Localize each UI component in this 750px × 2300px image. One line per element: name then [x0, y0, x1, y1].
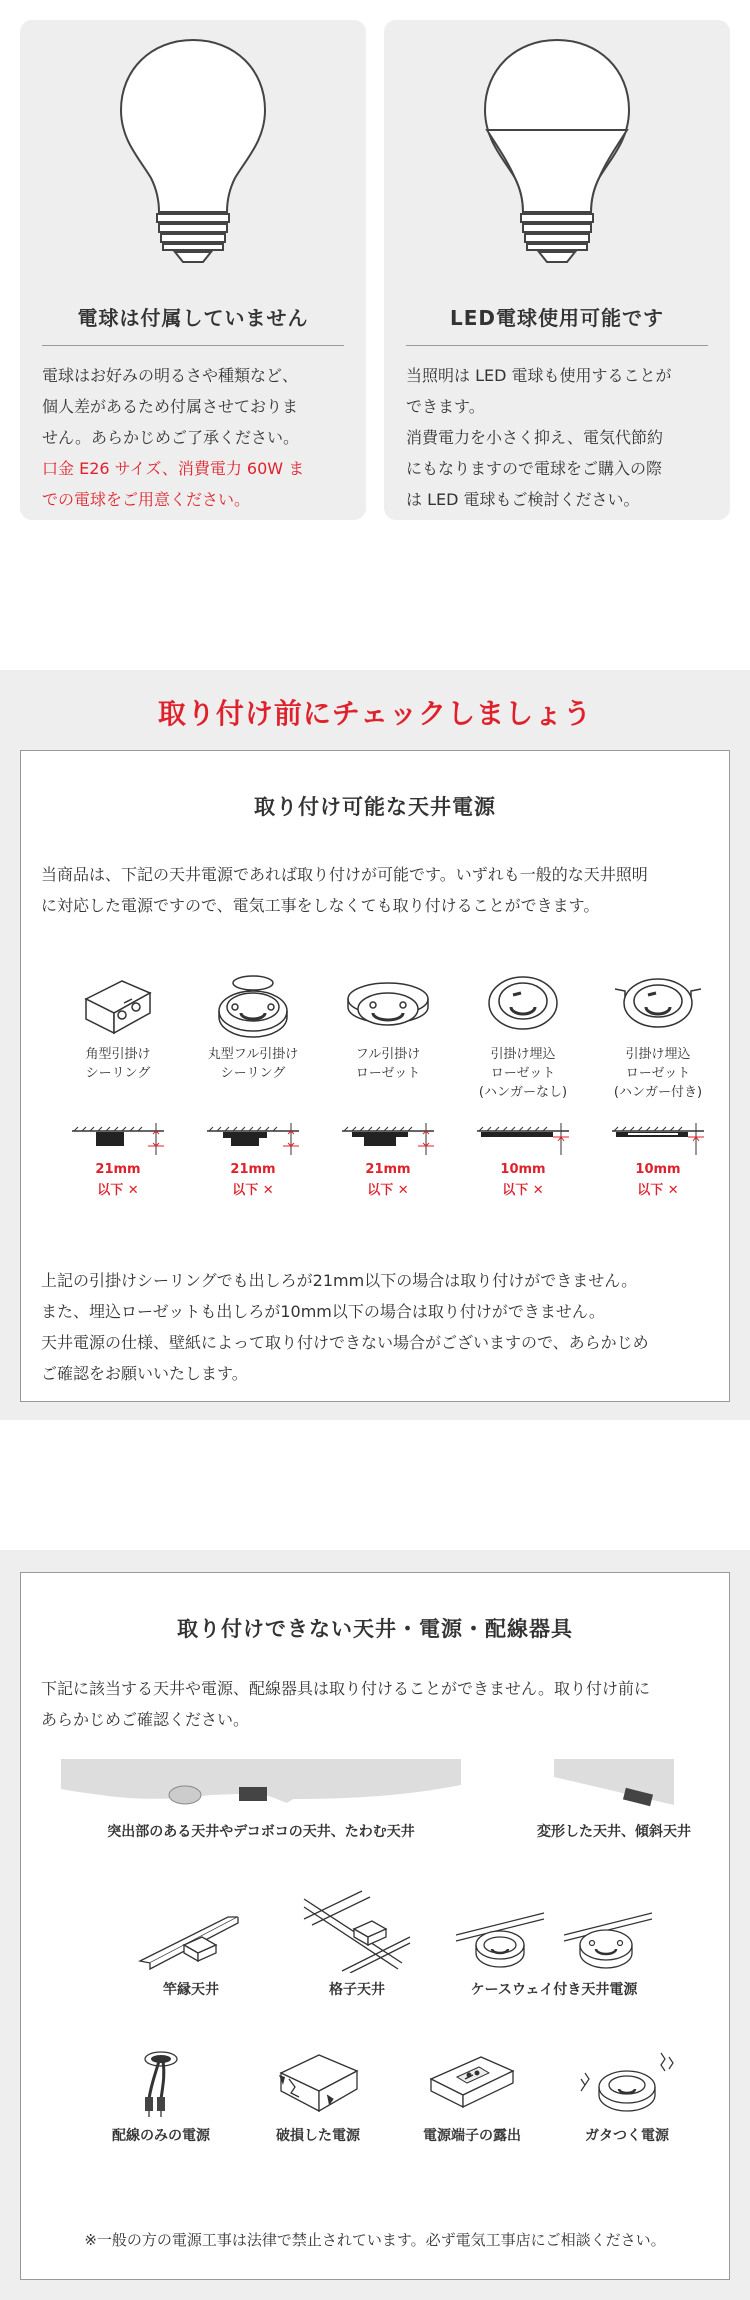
- item-label: 破損した電源: [276, 2128, 360, 2144]
- note-line: ご確認をお願いいたします。: [41, 1364, 248, 1383]
- exposed-terminal-icon: [427, 2049, 517, 2119]
- sloped-ceiling-item: [529, 1759, 699, 1841]
- panel-title: 取り付け可能な天井電源: [254, 795, 496, 819]
- type-label: [328, 1045, 448, 1083]
- wiring-only-item: [91, 2049, 231, 2145]
- ceiling-type-embedded-rosette-hanger: [598, 969, 718, 1102]
- light-bulb-icon: [113, 34, 273, 264]
- gap-suffix: 以下 ✕: [502, 1183, 544, 1198]
- gap-suffix: 以下 ✕: [637, 1183, 679, 1198]
- item-label: 突出部のある天井やデコボコの天井、たわむ天井: [107, 1824, 415, 1840]
- type-label-line: ローゼット: [625, 1066, 691, 1081]
- gap-value: 21mm: [365, 1162, 411, 1177]
- type-label-line: (ハンガーなし): [478, 1085, 568, 1100]
- panel-intro: [41, 859, 713, 921]
- item-label: 配線のみの電源: [112, 2128, 210, 2144]
- type-label-line: 角型引掛け: [85, 1047, 151, 1062]
- gap-suffix: 以下 ✕: [367, 1183, 409, 1198]
- item-label: 格子天井: [329, 1982, 385, 1998]
- ceiling-type-square-hook: [58, 969, 178, 1083]
- batten-ceiling-item: [111, 1909, 271, 1999]
- divider: [406, 345, 708, 346]
- ceiling-type-round-full-hook: [193, 969, 313, 1083]
- divider: [42, 345, 344, 346]
- gap-diagram: [463, 1121, 583, 1199]
- type-label-line: シーリング: [220, 1066, 286, 1081]
- intro-line: 当商品は、下記の天井電源であれば取り付けが可能です。いずれも一般的な天井照明: [41, 865, 648, 884]
- protrusion-gap-icon: [68, 1121, 168, 1157]
- panel-title: 取り付けできない天井・電源・配線器具: [177, 1617, 573, 1641]
- card-title: 電球は付属していません: [77, 306, 309, 330]
- sloped-ceiling-icon: [554, 1759, 674, 1815]
- card-line: にもなりますので電球をご購入の際: [406, 459, 663, 478]
- card-body: [42, 360, 346, 515]
- ceiling-type-embedded-rosette-no-hanger: [463, 969, 583, 1102]
- check-section: [0, 670, 750, 1420]
- gap-value: 21mm: [95, 1162, 141, 1177]
- item-label: ガタつく電源: [585, 2128, 669, 2144]
- card-warning-line: での電球をご用意ください。: [42, 490, 251, 509]
- loose-power-icon: [577, 2049, 677, 2119]
- item-label: 竿縁天井: [163, 1982, 219, 1998]
- bare-wiring-icon: [121, 2049, 201, 2119]
- loose-power-item: [557, 2049, 697, 2145]
- type-label: [598, 1045, 718, 1102]
- gap-diagram: [598, 1121, 718, 1199]
- protrusion-gap-icon: [203, 1121, 303, 1157]
- item-label: ケースウェイ付き天井電源: [470, 1982, 638, 1998]
- damaged-ceiling-icon: [273, 2049, 363, 2119]
- card-warning-line: 口金 E26 サイズ、消費電力 60W ま: [42, 459, 305, 478]
- note-line: また、埋込ローゼットも出しろが10mm以下の場合は取り付けができません。: [41, 1302, 605, 1321]
- grid-ceiling-item: [277, 1889, 437, 1999]
- embedded-rosette-icon: [483, 969, 563, 1039]
- batten-ceiling-icon: [136, 1909, 246, 1973]
- type-label-line: (ハンガー付き): [613, 1085, 703, 1100]
- panel-intro: [41, 1673, 713, 1735]
- card-line: 電球はお好みの明るさや種類など、: [42, 366, 299, 385]
- gap-suffix: 以下 ✕: [97, 1183, 139, 1198]
- intro-line: に対応した電源ですので、電気工事をしなくても取り付けることができます。: [41, 896, 600, 915]
- section-heading: 取り付け前にチェックしましょう: [157, 697, 593, 730]
- card-line: 消費電力を小さく抑え、電気代節約: [406, 428, 663, 447]
- uneven-ceiling-item: [61, 1759, 461, 1841]
- led-bulb-icon: [477, 34, 637, 264]
- gap-value: 21mm: [230, 1162, 276, 1177]
- type-label: [58, 1045, 178, 1083]
- led-bulb-card: [384, 20, 730, 520]
- intro-line: 下記に該当する天井や電源、配線器具は取り付けることができません。取り付け前に: [41, 1679, 650, 1698]
- note-line: 天井電源の仕様、壁紙によって取り付けできない場合がございますので、あらかじめ: [41, 1333, 649, 1352]
- type-label: [193, 1045, 313, 1083]
- caseway-power-icon: [454, 1909, 654, 1973]
- card-line: 当照明は LED 電球も使用することが: [406, 366, 672, 385]
- legal-footnote: ※一般の方の電源工事は法律で禁止されています。必ず電気工事店にご相談ください。: [84, 2231, 666, 2249]
- gap-diagram: [58, 1121, 178, 1199]
- protrusion-gap-icon: [473, 1121, 573, 1157]
- type-label-line: 引掛け埋込: [490, 1047, 556, 1062]
- type-label: [463, 1045, 583, 1102]
- compatible-power-panel: [20, 750, 730, 1402]
- caseway-item: [439, 1909, 669, 1999]
- type-label-line: ローゼット: [490, 1066, 556, 1081]
- protrusion-gap-icon: [608, 1121, 708, 1157]
- type-label-line: 引掛け埋込: [625, 1047, 691, 1062]
- not-installable-section: [0, 1550, 750, 2300]
- type-label-line: 丸型フル引掛け: [207, 1047, 299, 1062]
- not-installable-panel: [20, 1572, 730, 2280]
- gap-value: 10mm: [635, 1162, 681, 1177]
- hook-rosette-icon: [343, 969, 433, 1039]
- exposed-terminal-item: [397, 2049, 547, 2145]
- gap-diagram: [193, 1121, 313, 1199]
- embedded-rosette-hanger-icon: [613, 969, 703, 1039]
- uneven-ceiling-icon: [61, 1759, 461, 1815]
- type-label-line: シーリング: [85, 1066, 151, 1081]
- gap-value: 10mm: [500, 1162, 546, 1177]
- card-line: できます。: [406, 397, 485, 416]
- panel-notes: [41, 1265, 713, 1389]
- card-line: は LED 電球もご検討ください。: [406, 490, 640, 509]
- round-hook-ceiling-icon: [213, 969, 293, 1039]
- gap-suffix: 以下 ✕: [232, 1183, 274, 1198]
- note-line: 上記の引掛けシーリングでも出しろが21mm以下の場合は取り付けができません。: [41, 1271, 638, 1290]
- card-title: LED電球使用可能です: [449, 306, 664, 330]
- grid-ceiling-icon: [302, 1889, 412, 1973]
- item-label: 変形した天井、傾斜天井: [537, 1824, 691, 1840]
- type-label-line: フル引掛け: [355, 1047, 421, 1062]
- square-hook-ceiling-icon: [78, 969, 158, 1039]
- card-line: せん。あらかじめご了承ください。: [42, 428, 299, 447]
- card-body: [406, 360, 710, 515]
- intro-line: あらかじめご確認ください。: [41, 1710, 250, 1729]
- gap-diagram: [328, 1121, 448, 1199]
- type-label-line: ローゼット: [355, 1066, 421, 1081]
- card-line: 個人差があるため付属させておりま: [42, 397, 299, 416]
- bulb-not-included-card: [20, 20, 366, 520]
- damaged-power-item: [253, 2049, 383, 2145]
- protrusion-gap-icon: [338, 1121, 438, 1157]
- ceiling-type-full-hook-rosette: [328, 969, 448, 1083]
- item-label: 電源端子の露出: [423, 2128, 521, 2144]
